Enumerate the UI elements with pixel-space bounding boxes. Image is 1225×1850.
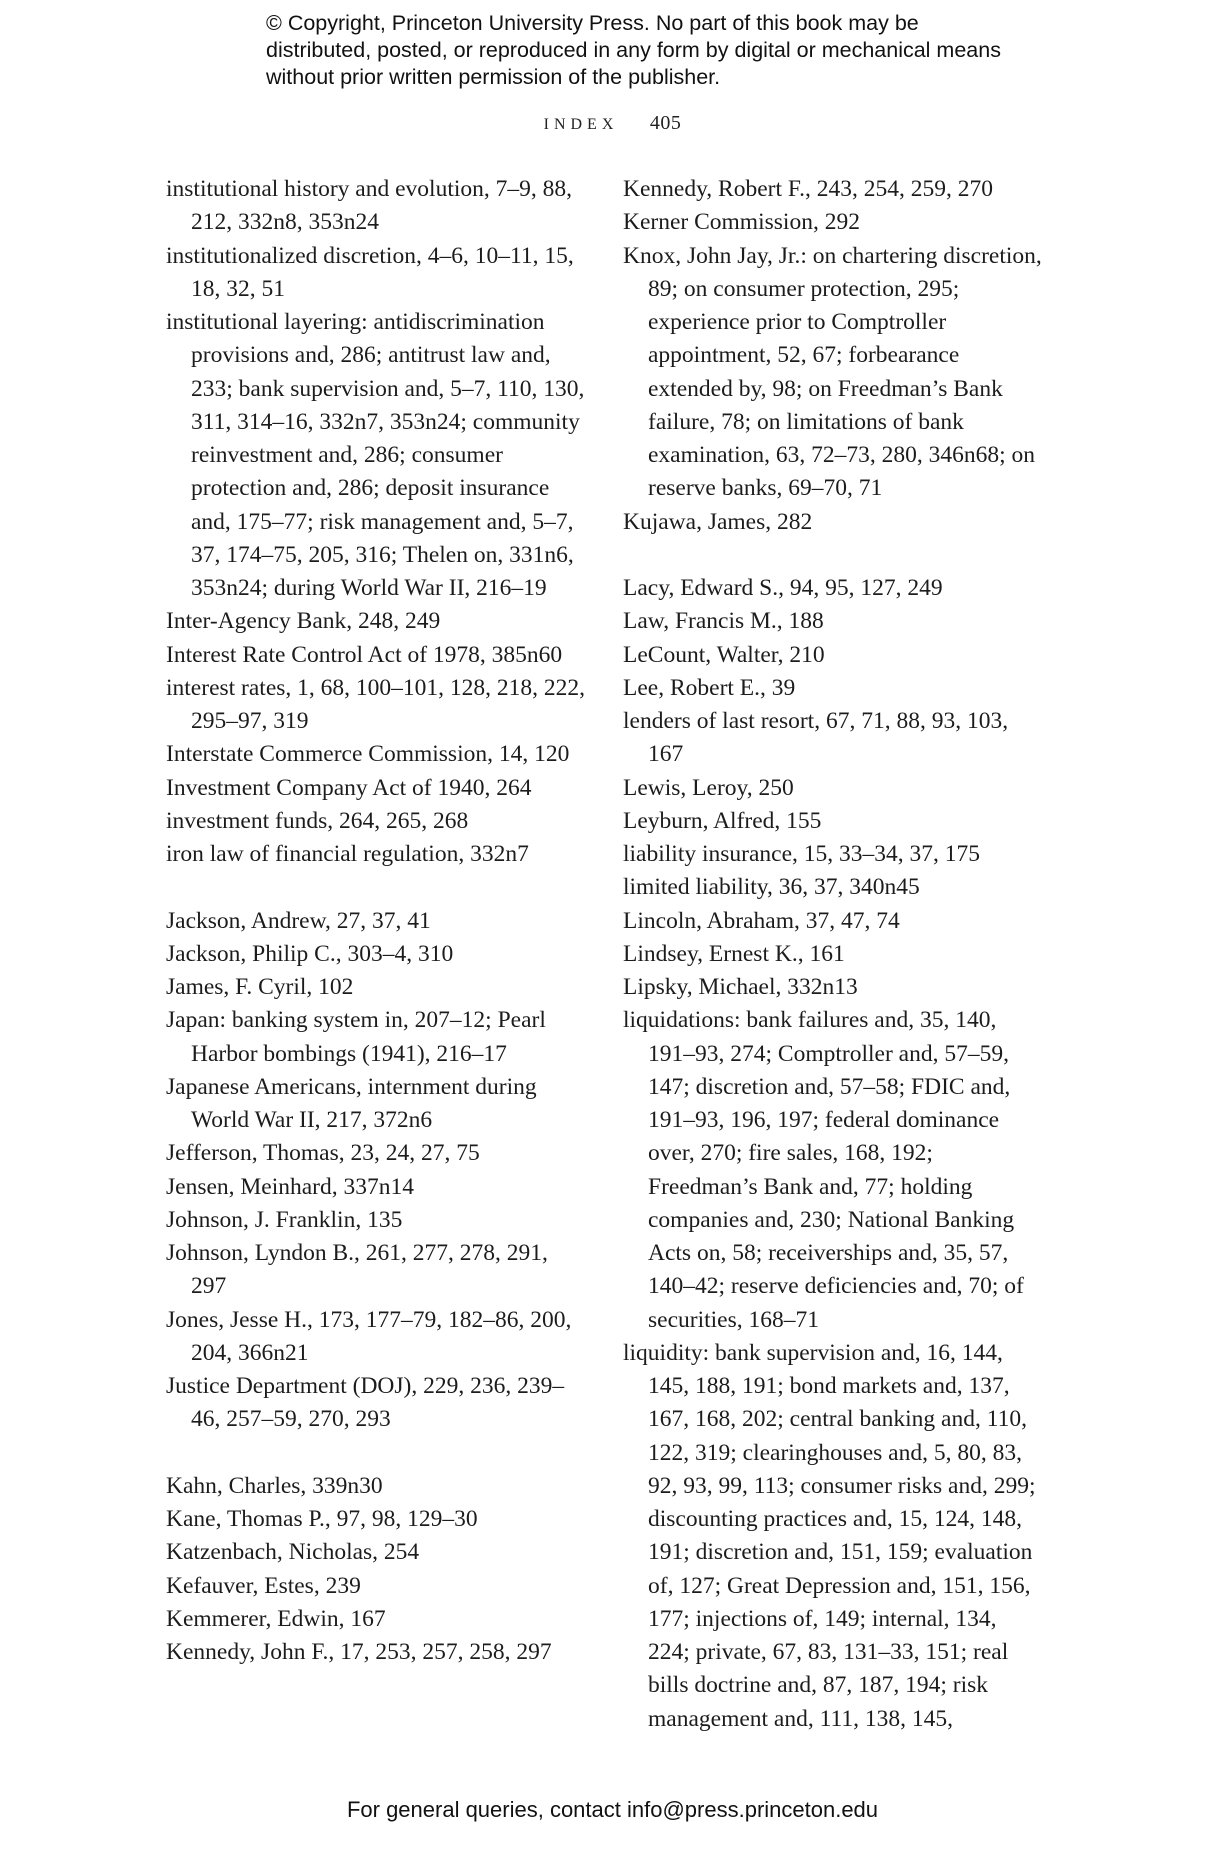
index-column-left: [166, 173, 586, 1669]
index-entry: Lincoln, Abraham, 37, 47, 74: [623, 907, 900, 934]
index-entry: Jensen, Meinhard, 337n14: [166, 1173, 415, 1200]
page-number: 405: [649, 112, 682, 134]
index-entry: limited liability, 36, 37, 340n45: [623, 874, 920, 901]
index-entry: Lee, Robert E., 39: [623, 674, 796, 701]
index-entry: Kefauver, Estes, 239: [166, 1572, 361, 1599]
index-entry: Lipsky, Michael, 332n13: [623, 974, 858, 1000]
index-entry: Knox, John Jay, Jr.: on chartering discretion, 89; on consumer protection, 295; experience prior to Comptroller appointment, 52, 67; forbearance extended by, 98; on Freedman’s Bank failure, 78; on limitations of bank examination, 63, 72–73, 280, 346n68; on reserve banks, 69–70, 71: [623, 242, 1042, 502]
index-entry: liquidations: bank failures and, 35, 140, 191–93, 274; Comptroller and, 57–59, 147; discretion and, 57–58; FDIC and, 191–93, 196, 197; federal dominance over, 270; fire sales, 168, 192; Freedman’s Bank and, 77; holding companies and, 230; National Banking Acts on, 58; receiverships and, 35, 57, 140–42; reserve deficiencies and, 70; of securities, 168–71: [623, 1007, 1024, 1333]
index-entry: LeCount, Walter, 210: [623, 641, 825, 668]
index-entry: lenders of last resort, 67, 71, 88, 93, 103, 167: [623, 708, 1009, 768]
index-entry: institutionalized discretion, 4–6, 10–11, 15, 18, 32, 51: [166, 242, 574, 302]
index-entry: Investment Company Act of 1940, 264: [166, 774, 532, 801]
index-entry: Lewis, Leroy, 250: [623, 774, 794, 801]
index-entry: Jackson, Andrew, 27, 37, 41: [166, 907, 431, 934]
index-entry: liability insurance, 15, 33–34, 37, 175: [623, 841, 981, 867]
index-entry: Kennedy, John F., 17, 253, 257, 258, 297: [166, 1639, 552, 1665]
index-entry: Inter-Agency Bank, 248, 249: [166, 608, 441, 635]
index-entry: Kerner Commission, 292: [623, 209, 860, 236]
letter-section-gap: [166, 1437, 586, 1470]
index-entry: Kemmerer, Edwin, 167: [166, 1605, 386, 1632]
index-entry: James, F. Cyril, 102: [166, 974, 354, 1000]
letter-section-gap: [166, 871, 586, 904]
index-entry: Japan: banking system in, 207–12; Pearl Harbor bombings (1941), 216–17: [166, 1007, 546, 1067]
index-column-right: [623, 173, 1043, 1736]
index-entry: Lacy, Edward S., 94, 95, 127, 249: [623, 575, 943, 601]
index-entry: investment funds, 264, 265, 268: [166, 807, 469, 834]
copyright-notice: © Copyright, Princeton University Press. No part of this book may be distributed, posted, or reproduced in any form by digital or mechanical means without prior written permission of the publisher.: [266, 11, 1001, 89]
index-entry: Interest Rate Control Act of 1978, 385n60: [166, 641, 563, 668]
index-entry: institutional layering: antidiscrimination provisions and, 286; antitrust law and, 233; bank supervision and, 5–7, 110, 130, 311, 314–16, 332n7, 353n24; community reinvestment and, 286; consumer protection and, 286; deposit insurance and, 175–77; risk management and, 5–7, 37, 174–75, 205, 316; Thelen on, 331n6, 353n24; during World War II, 216–19: [166, 309, 585, 601]
index-entry: Interstate Commerce Commission, 14, 120: [166, 741, 570, 768]
index-entry: Kane, Thomas P., 97, 98, 129–30: [166, 1506, 478, 1532]
running-head-title: INDEX: [543, 116, 619, 133]
letter-section-gap: [623, 539, 1043, 572]
index-entry: Japanese Americans, internment during World War II, 217, 372n6: [166, 1073, 537, 1133]
index-entry: Law, Francis M., 188: [623, 608, 824, 635]
index-entry: Kahn, Charles, 339n30: [166, 1472, 383, 1499]
index-entry: iron law of financial regulation, 332n7: [166, 841, 529, 867]
index-entry: Jefferson, Thomas, 23, 24, 27, 75: [166, 1140, 480, 1167]
index-entry: Lindsey, Ernest K., 161: [623, 940, 845, 967]
index-entry: Johnson, Lyndon B., 261, 277, 278, 291, 297: [166, 1240, 548, 1300]
index-entry: Kujawa, James, 282: [623, 508, 813, 535]
index-entry: Jones, Jesse H., 173, 177–79, 182–86, 200, 204, 366n21: [166, 1306, 572, 1366]
index-entry: Leyburn, Alfred, 155: [623, 807, 822, 834]
index-entry: Johnson, J. Franklin, 135: [166, 1206, 403, 1233]
index-entry: institutional history and evolution, 7–9, 88, 212, 332n8, 353n24: [166, 176, 573, 236]
running-head: [0, 112, 1225, 135]
index-entry: interest rates, 1, 68, 100–101, 128, 218, 222, 295–97, 319: [166, 674, 586, 734]
index-entry: Katzenbach, Nicholas, 254: [166, 1539, 420, 1566]
index-entry: liquidity: bank supervision and, 16, 144, 145, 188, 191; bond markets and, 137, 167, 168, 202; central banking and, 110, 122, 319; clearinghouses and, 5, 80, 83, 92, 93, 99, 113; consumer risks and, 299; discounting practices and, 15, 124, 148, 191; discretion and, 151, 159; evaluation of, 127; Great Depression and, 151, 156, 177; injections of, 149; internal, 134, 224; private, 67, 83, 131–33, 151; real bills doctrine and, 87, 187, 194; risk management and, 111, 138, 145,: [623, 1339, 1036, 1732]
index-entry: Jackson, Philip C., 303–4, 310: [166, 940, 454, 967]
index-entry: Justice Department (DOJ), 229, 236, 239–46, 257–59, 270, 293: [166, 1373, 565, 1433]
footer-contact: For general queries, contact info@press.princeton.edu: [346, 1797, 879, 1822]
index-entry: Kennedy, Robert F., 243, 254, 259, 270: [623, 176, 993, 202]
